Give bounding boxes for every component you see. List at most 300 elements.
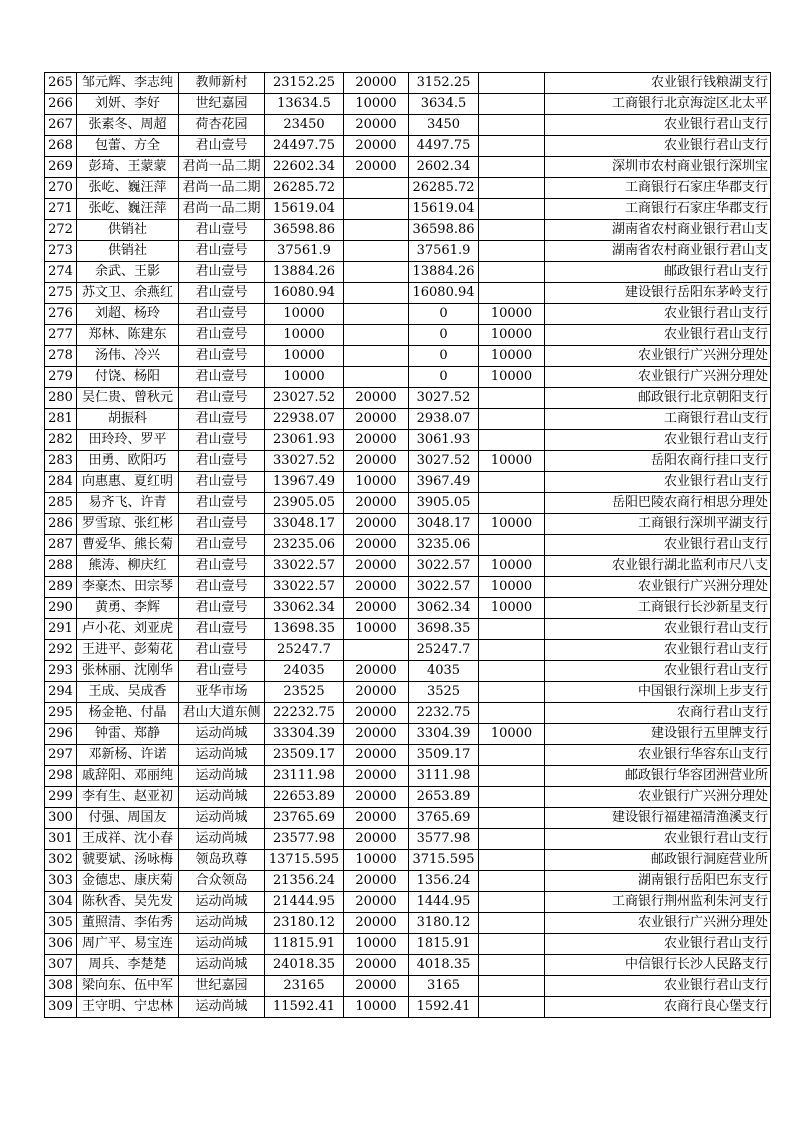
total-amount-cell: 23509.17 [265, 745, 344, 766]
owner-names-cell: 钟雷、郑静 [77, 724, 179, 745]
total-amount-cell: 13715.595 [265, 850, 344, 871]
deposit-cell: 20000 [344, 598, 409, 619]
balance-cell: 3698.35 [409, 619, 479, 640]
deposit-cell [344, 241, 409, 262]
deposit-cell: 20000 [344, 724, 409, 745]
balance-cell: 3061.93 [409, 430, 479, 451]
row-number-cell: 278 [45, 346, 77, 367]
balance-cell: 3509.17 [409, 745, 479, 766]
extra-amount-cell [479, 472, 545, 493]
project-cell: 君山壹号 [179, 220, 265, 241]
balance-cell: 3715.595 [409, 850, 479, 871]
row-number-cell: 303 [45, 871, 77, 892]
total-amount-cell: 10000 [265, 325, 344, 346]
owner-names-cell: 张屹、巍汪萍 [77, 199, 179, 220]
bank-cell: 工商银行北京海淀区北太平 [545, 94, 771, 115]
owner-names-cell: 郑林、陈建东 [77, 325, 179, 346]
extra-amount-cell [479, 493, 545, 514]
balance-cell: 3027.52 [409, 388, 479, 409]
deposit-cell: 20000 [344, 409, 409, 430]
bank-cell: 工商银行长沙新星支行 [545, 598, 771, 619]
owner-names-cell: 胡振科 [77, 409, 179, 430]
table-row [45, 346, 771, 367]
table-row [45, 262, 771, 283]
owner-names-cell: 李有生、赵亚初 [77, 787, 179, 808]
total-amount-cell: 22232.75 [265, 703, 344, 724]
deposit-cell: 20000 [344, 430, 409, 451]
project-cell: 合众领岛 [179, 871, 265, 892]
project-cell: 君山壹号 [179, 304, 265, 325]
extra-amount-cell [479, 73, 545, 94]
table-row [45, 73, 771, 94]
owner-names-cell: 虢要斌、汤咏梅 [77, 850, 179, 871]
extra-amount-cell [479, 955, 545, 976]
owner-names-cell: 戚辞阳、邓丽纯 [77, 766, 179, 787]
total-amount-cell: 22653.89 [265, 787, 344, 808]
row-number-cell: 293 [45, 661, 77, 682]
project-cell: 君山壹号 [179, 556, 265, 577]
deposit-cell: 20000 [344, 976, 409, 997]
balance-cell: 3967.49 [409, 472, 479, 493]
bank-cell: 工商银行君山支行 [545, 409, 771, 430]
row-number-cell: 302 [45, 850, 77, 871]
project-cell: 君山壹号 [179, 535, 265, 556]
project-cell: 世纪嘉园 [179, 976, 265, 997]
project-cell: 世纪嘉园 [179, 94, 265, 115]
owner-names-cell: 熊涛、柳庆红 [77, 556, 179, 577]
table-row [45, 409, 771, 430]
row-number-cell: 301 [45, 829, 77, 850]
project-cell: 运动尚城 [179, 745, 265, 766]
project-cell: 运动尚城 [179, 913, 265, 934]
row-number-cell: 268 [45, 136, 77, 157]
balance-cell: 3235.06 [409, 535, 479, 556]
extra-amount-cell [479, 430, 545, 451]
balance-cell: 0 [409, 367, 479, 388]
owner-names-cell: 梁向东、伍中军 [77, 976, 179, 997]
bank-cell: 农业银行君山支行 [545, 430, 771, 451]
row-number-cell: 305 [45, 913, 77, 934]
row-number-cell: 298 [45, 766, 77, 787]
owner-names-cell: 刘妍、李好 [77, 94, 179, 115]
deposit-cell: 20000 [344, 955, 409, 976]
total-amount-cell: 11592.41 [265, 997, 344, 1018]
bank-cell: 农业银行君山支行 [545, 535, 771, 556]
deposit-cell: 10000 [344, 94, 409, 115]
row-number-cell: 276 [45, 304, 77, 325]
total-amount-cell: 13884.26 [265, 262, 344, 283]
total-amount-cell: 24497.75 [265, 136, 344, 157]
table-row [45, 766, 771, 787]
table-row [45, 661, 771, 682]
bank-cell: 建设银行福建福清渔溪支行 [545, 808, 771, 829]
project-cell: 君山壹号 [179, 514, 265, 535]
table-row [45, 514, 771, 535]
project-cell: 君尚一品二期 [179, 199, 265, 220]
table-row [45, 199, 771, 220]
balance-cell: 2602.34 [409, 157, 479, 178]
owner-names-cell: 邓新杨、许诺 [77, 745, 179, 766]
deposit-cell: 20000 [344, 829, 409, 850]
deposit-cell [344, 325, 409, 346]
deposit-cell: 20000 [344, 892, 409, 913]
balance-cell: 3180.12 [409, 913, 479, 934]
table-row [45, 388, 771, 409]
project-cell: 运动尚城 [179, 787, 265, 808]
table-row [45, 892, 771, 913]
owner-names-cell: 王进平、彭菊花 [77, 640, 179, 661]
row-number-cell: 285 [45, 493, 77, 514]
row-number-cell: 274 [45, 262, 77, 283]
table-row [45, 829, 771, 850]
table-row [45, 472, 771, 493]
extra-amount-cell [479, 829, 545, 850]
balance-cell: 13884.26 [409, 262, 479, 283]
bank-cell: 农业银行广兴洲分理处 [545, 577, 771, 598]
balance-cell: 2232.75 [409, 703, 479, 724]
row-number-cell: 306 [45, 934, 77, 955]
owner-names-cell: 汤伟、冷兴 [77, 346, 179, 367]
bank-cell: 农业银行广兴洲分理处 [545, 367, 771, 388]
deposit-cell: 20000 [344, 115, 409, 136]
owner-names-cell: 余武、王影 [77, 262, 179, 283]
table-row [45, 157, 771, 178]
owner-names-cell: 黄勇、李辉 [77, 598, 179, 619]
row-number-cell: 270 [45, 178, 77, 199]
extra-amount-cell [479, 787, 545, 808]
deposit-cell [344, 262, 409, 283]
balance-cell: 4018.35 [409, 955, 479, 976]
bank-cell: 工商银行石家庄华郡支行 [545, 178, 771, 199]
total-amount-cell: 24018.35 [265, 955, 344, 976]
bank-cell: 中信银行长沙人民路支行 [545, 955, 771, 976]
owner-names-cell: 卢小花、刘亚虎 [77, 619, 179, 640]
owner-names-cell: 刘超、杨玲 [77, 304, 179, 325]
owner-names-cell: 王成祥、沈小春 [77, 829, 179, 850]
row-number-cell: 288 [45, 556, 77, 577]
owner-names-cell: 金德忠、康庆菊 [77, 871, 179, 892]
owner-names-cell: 杨金艳、付晶 [77, 703, 179, 724]
records-table-body [45, 73, 771, 1018]
table-row [45, 955, 771, 976]
total-amount-cell: 33048.17 [265, 514, 344, 535]
bank-cell: 工商银行荆州监利朱河支行 [545, 892, 771, 913]
total-amount-cell: 15619.04 [265, 199, 344, 220]
total-amount-cell: 23111.98 [265, 766, 344, 787]
deposit-cell [344, 640, 409, 661]
extra-amount-cell [479, 535, 545, 556]
project-cell: 运动尚城 [179, 934, 265, 955]
deposit-cell: 20000 [344, 577, 409, 598]
total-amount-cell: 23061.93 [265, 430, 344, 451]
extra-amount-cell [479, 388, 545, 409]
bank-cell: 邮政银行洞庭营业所 [545, 850, 771, 871]
bank-cell: 岳阳农商行挂口支行 [545, 451, 771, 472]
bank-cell: 农商行良心堡支行 [545, 997, 771, 1018]
bank-cell: 邮政银行北京朝阳支行 [545, 388, 771, 409]
total-amount-cell: 13698.35 [265, 619, 344, 640]
extra-amount-cell: 10000 [479, 346, 545, 367]
balance-cell: 25247.7 [409, 640, 479, 661]
row-number-cell: 267 [45, 115, 77, 136]
table-row [45, 787, 771, 808]
bank-cell: 工商银行石家庄华郡支行 [545, 199, 771, 220]
balance-cell: 3152.25 [409, 73, 479, 94]
total-amount-cell: 23450 [265, 115, 344, 136]
total-amount-cell: 23165 [265, 976, 344, 997]
balance-cell: 3111.98 [409, 766, 479, 787]
bank-cell: 农业银行君山支行 [545, 829, 771, 850]
extra-amount-cell [479, 241, 545, 262]
row-number-cell: 280 [45, 388, 77, 409]
balance-cell: 1815.91 [409, 934, 479, 955]
total-amount-cell: 22602.34 [265, 157, 344, 178]
balance-cell: 3905.05 [409, 493, 479, 514]
owner-names-cell: 张素冬、周超 [77, 115, 179, 136]
deposit-cell: 10000 [344, 934, 409, 955]
row-number-cell: 265 [45, 73, 77, 94]
owner-names-cell: 易齐飞、许青 [77, 493, 179, 514]
project-cell: 运动尚城 [179, 892, 265, 913]
row-number-cell: 273 [45, 241, 77, 262]
table-row [45, 724, 771, 745]
deposit-cell: 20000 [344, 157, 409, 178]
project-cell: 君山壹号 [179, 577, 265, 598]
project-cell: 君山壹号 [179, 409, 265, 430]
deposit-cell: 20000 [344, 661, 409, 682]
project-cell: 运动尚城 [179, 724, 265, 745]
total-amount-cell: 23905.05 [265, 493, 344, 514]
total-amount-cell: 23235.06 [265, 535, 344, 556]
project-cell: 君山壹号 [179, 136, 265, 157]
bank-cell: 湖南银行岳阳巴东支行 [545, 871, 771, 892]
table-row [45, 220, 771, 241]
table-row [45, 283, 771, 304]
project-cell: 君山壹号 [179, 661, 265, 682]
owner-names-cell: 付强、周国友 [77, 808, 179, 829]
table-row [45, 94, 771, 115]
deposit-cell: 20000 [344, 388, 409, 409]
project-cell: 君山壹号 [179, 451, 265, 472]
bank-cell: 建设银行岳阳东茅岭支行 [545, 283, 771, 304]
table-row [45, 556, 771, 577]
extra-amount-cell [479, 997, 545, 1018]
project-cell: 君山壹号 [179, 367, 265, 388]
row-number-cell: 283 [45, 451, 77, 472]
row-number-cell: 272 [45, 220, 77, 241]
project-cell: 君山壹号 [179, 262, 265, 283]
bank-cell: 农业银行君山支行 [545, 325, 771, 346]
extra-amount-cell [479, 913, 545, 934]
project-cell: 运动尚城 [179, 808, 265, 829]
table-row [45, 115, 771, 136]
bank-cell: 农商行君山支行 [545, 703, 771, 724]
table-row [45, 367, 771, 388]
table-row [45, 682, 771, 703]
deposit-cell [344, 199, 409, 220]
bank-cell: 中国银行深圳上步支行 [545, 682, 771, 703]
total-amount-cell: 37561.9 [265, 241, 344, 262]
balance-cell: 1444.95 [409, 892, 479, 913]
balance-cell: 16080.94 [409, 283, 479, 304]
balance-cell: 4497.75 [409, 136, 479, 157]
table-row [45, 850, 771, 871]
balance-cell: 3022.57 [409, 577, 479, 598]
total-amount-cell: 23577.98 [265, 829, 344, 850]
deposit-cell [344, 283, 409, 304]
balance-cell: 3165 [409, 976, 479, 997]
table-row [45, 913, 771, 934]
total-amount-cell: 26285.72 [265, 178, 344, 199]
project-cell: 亚华市场 [179, 682, 265, 703]
balance-cell: 1356.24 [409, 871, 479, 892]
owner-names-cell: 李豪杰、田宗琴 [77, 577, 179, 598]
total-amount-cell: 33022.57 [265, 577, 344, 598]
bank-cell: 农业银行君山支行 [545, 934, 771, 955]
owner-names-cell: 周广平、易宝连 [77, 934, 179, 955]
owner-names-cell: 彭琦、王蒙蒙 [77, 157, 179, 178]
bank-cell: 邮政银行华容团洲营业所 [545, 766, 771, 787]
balance-cell: 3062.34 [409, 598, 479, 619]
table-row [45, 493, 771, 514]
bank-cell: 建设银行五里牌支行 [545, 724, 771, 745]
table-row [45, 619, 771, 640]
row-number-cell: 296 [45, 724, 77, 745]
owner-names-cell: 田玲玲、罗平 [77, 430, 179, 451]
deposit-cell: 20000 [344, 766, 409, 787]
balance-cell: 3048.17 [409, 514, 479, 535]
extra-amount-cell [479, 220, 545, 241]
bank-cell: 农业银行湖北监利市尺八支 [545, 556, 771, 577]
balance-cell: 36598.86 [409, 220, 479, 241]
deposit-cell: 20000 [344, 808, 409, 829]
extra-amount-cell [479, 934, 545, 955]
total-amount-cell: 11815.91 [265, 934, 344, 955]
row-number-cell: 304 [45, 892, 77, 913]
row-number-cell: 294 [45, 682, 77, 703]
extra-amount-cell [479, 94, 545, 115]
extra-amount-cell [479, 262, 545, 283]
extra-amount-cell [479, 808, 545, 829]
extra-amount-cell [479, 871, 545, 892]
total-amount-cell: 23027.52 [265, 388, 344, 409]
owner-names-cell: 王成、吴成香 [77, 682, 179, 703]
extra-amount-cell [479, 409, 545, 430]
project-cell: 君山壹号 [179, 388, 265, 409]
project-cell: 君山壹号 [179, 241, 265, 262]
balance-cell: 3634.5 [409, 94, 479, 115]
extra-amount-cell [479, 619, 545, 640]
extra-amount-cell [479, 115, 545, 136]
extra-amount-cell [479, 283, 545, 304]
extra-amount-cell [479, 976, 545, 997]
balance-cell: 2653.89 [409, 787, 479, 808]
total-amount-cell: 10000 [265, 346, 344, 367]
extra-amount-cell [479, 640, 545, 661]
balance-cell: 0 [409, 346, 479, 367]
bank-cell: 农业银行君山支行 [545, 115, 771, 136]
bank-cell: 深圳市农村商业银行深圳宝 [545, 157, 771, 178]
table-row [45, 535, 771, 556]
project-cell: 教师新村 [179, 73, 265, 94]
extra-amount-cell [479, 703, 545, 724]
records-table [44, 72, 771, 1018]
table-row [45, 997, 771, 1018]
bank-cell: 农业银行君山支行 [545, 976, 771, 997]
table-row [45, 640, 771, 661]
total-amount-cell: 23180.12 [265, 913, 344, 934]
bank-cell: 岳阳巴陵农商行相思分理处 [545, 493, 771, 514]
owner-names-cell: 张林丽、沈刚华 [77, 661, 179, 682]
bank-cell: 工商银行深圳平湖支行 [545, 514, 771, 535]
total-amount-cell: 23765.69 [265, 808, 344, 829]
balance-cell: 3765.69 [409, 808, 479, 829]
owner-names-cell: 张屹、巍汪萍 [77, 178, 179, 199]
row-number-cell: 279 [45, 367, 77, 388]
extra-amount-cell: 10000 [479, 724, 545, 745]
project-cell: 君山壹号 [179, 325, 265, 346]
project-cell: 君山壹号 [179, 640, 265, 661]
deposit-cell [344, 220, 409, 241]
extra-amount-cell: 10000 [479, 304, 545, 325]
bank-cell: 农业银行钱粮湖支行 [545, 73, 771, 94]
bank-cell: 邮政银行君山支行 [545, 262, 771, 283]
deposit-cell: 20000 [344, 493, 409, 514]
row-number-cell: 287 [45, 535, 77, 556]
balance-cell: 37561.9 [409, 241, 479, 262]
project-cell: 荷杏花园 [179, 115, 265, 136]
row-number-cell: 281 [45, 409, 77, 430]
total-amount-cell: 36598.86 [265, 220, 344, 241]
table-row [45, 136, 771, 157]
total-amount-cell: 16080.94 [265, 283, 344, 304]
owner-names-cell: 周兵、李楚楚 [77, 955, 179, 976]
total-amount-cell: 24035 [265, 661, 344, 682]
row-number-cell: 295 [45, 703, 77, 724]
row-number-cell: 290 [45, 598, 77, 619]
balance-cell: 1592.41 [409, 997, 479, 1018]
project-cell: 运动尚城 [179, 955, 265, 976]
owner-names-cell: 王守明、宁忠林 [77, 997, 179, 1018]
owner-names-cell: 罗雪琼、张红彬 [77, 514, 179, 535]
deposit-cell [344, 304, 409, 325]
deposit-cell: 10000 [344, 850, 409, 871]
bank-cell: 农业银行君山支行 [545, 472, 771, 493]
table-row [45, 934, 771, 955]
project-cell: 运动尚城 [179, 829, 265, 850]
row-number-cell: 277 [45, 325, 77, 346]
extra-amount-cell: 10000 [479, 514, 545, 535]
deposit-cell [344, 178, 409, 199]
deposit-cell: 10000 [344, 472, 409, 493]
bank-cell: 农业银行君山支行 [545, 640, 771, 661]
table-row [45, 703, 771, 724]
project-cell: 君山壹号 [179, 619, 265, 640]
project-cell: 君尚一品二期 [179, 178, 265, 199]
deposit-cell: 20000 [344, 682, 409, 703]
row-number-cell: 271 [45, 199, 77, 220]
deposit-cell [344, 346, 409, 367]
owner-names-cell: 田勇、欧阳巧 [77, 451, 179, 472]
row-number-cell: 282 [45, 430, 77, 451]
table-row [45, 871, 771, 892]
project-cell: 君山壹号 [179, 346, 265, 367]
total-amount-cell: 10000 [265, 304, 344, 325]
total-amount-cell: 10000 [265, 367, 344, 388]
deposit-cell: 20000 [344, 451, 409, 472]
extra-amount-cell: 10000 [479, 367, 545, 388]
balance-cell: 26285.72 [409, 178, 479, 199]
